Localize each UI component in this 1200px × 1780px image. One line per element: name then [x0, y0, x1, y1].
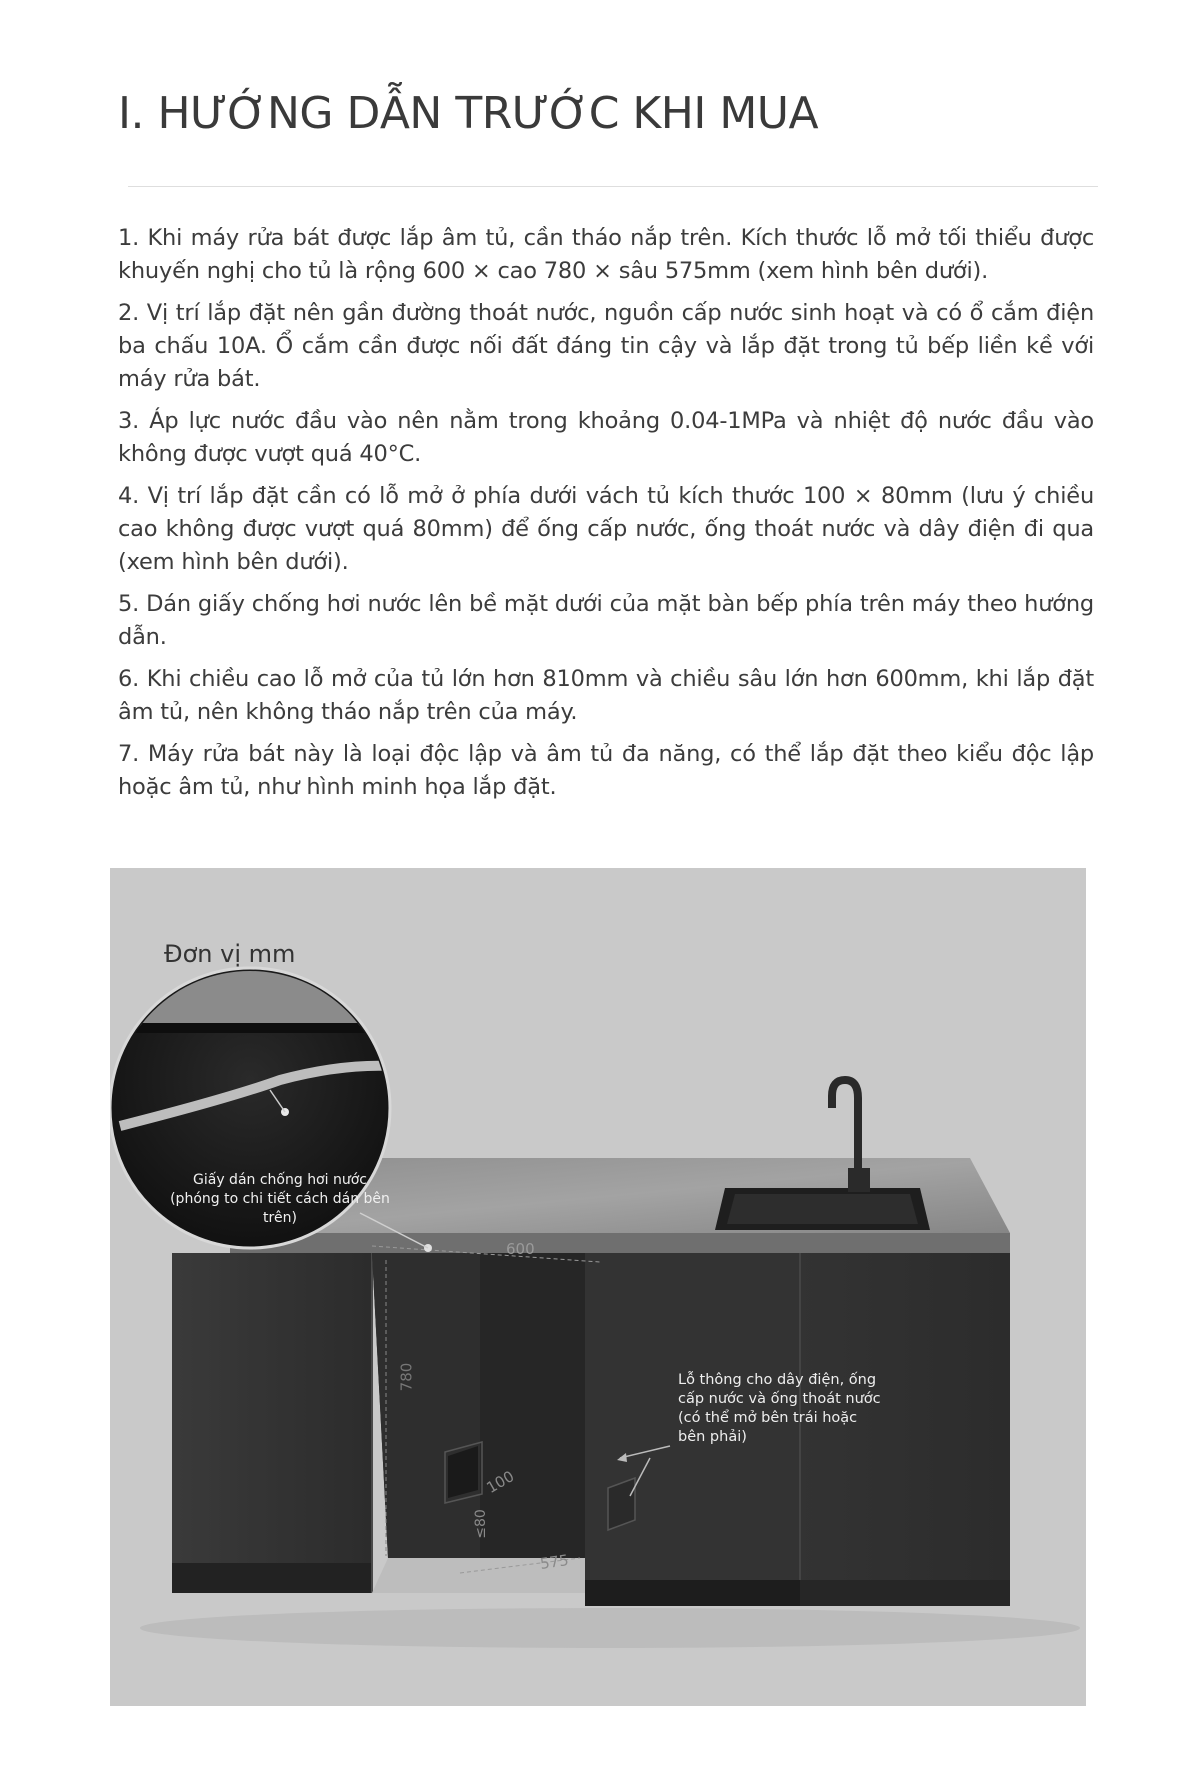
dimension-width: 600: [506, 1240, 535, 1258]
instruction-item: 3. Áp lực nước đầu vào nên nằm trong khoảng 0.04-1MPa và nhiệt độ nước đầu vào không được vượt quá 40°C.: [118, 408, 1094, 467]
instruction-item: 5. Dán giấy chống hơi nước lên bề mặt dưới của mặt bàn bếp phía trên máy theo hướng dẫn.: [118, 591, 1094, 650]
page-title: I. HƯỚNG DẪN TRƯỚC KHI MUA: [118, 88, 819, 139]
left-cabinet: [172, 1253, 372, 1563]
kitchen-cabinet-illustration: [110, 868, 1086, 1706]
unit-label: Đơn vị mm: [164, 940, 296, 968]
sink-basin: [727, 1194, 918, 1224]
right-service-hole: [608, 1478, 635, 1530]
instruction-item: 6. Khi chiều cao lỗ mở của tủ lớn hơn 810mm và chiều sâu lớn hơn 600mm, khi lắp đặt âm tủ, nên không tháo nắp trên của máy.: [118, 666, 1094, 725]
sticker-callout: Giấy dán chống hơi nước (phóng to chi tiết cách dán bên trên): [170, 1172, 390, 1226]
instruction-item: 4. Vị trí lắp đặt cần có lỗ mở ở phía dưới vách tủ kích thước 100 × 80mm (lưu ý chiều cao không được vượt quá 80mm) để ống cấp nước, ống thoát nước và dây điện đi qua (xem hình bên dưới).: [118, 483, 1094, 575]
installation-figure: [110, 868, 1086, 1706]
opening-floor: [372, 1558, 615, 1593]
zoom-countertop: [110, 968, 410, 1026]
left-cabinet-plinth: [172, 1563, 372, 1593]
right-cabinet-plinth: [585, 1580, 800, 1606]
dimension-height: 780: [397, 1362, 416, 1392]
instruction-list: [118, 222, 1094, 813]
hole-callout: Lỗ thông cho dây điện, ống cấp nước và ống thoát nước (có thể mở bên trái hoặc bên phải): [678, 1372, 881, 1445]
dimension-hole-height: ≤80: [472, 1509, 489, 1539]
instruction-item: 2. Vị trí lắp đặt nên gần đường thoát nước, nguồn cấp nước sinh hoạt và có ổ cắm điện ba chấu 10A. Ổ cắm cần được nối đất đáng tin cậy và lắp đặt trong tủ bếp liền kề với máy rửa bát.: [118, 300, 1094, 392]
dimension-hole-width: 100: [483, 1467, 518, 1497]
floor-shadow: [140, 1608, 1080, 1648]
countertop-edge: [230, 1233, 1010, 1253]
instruction-item: 1. Khi máy rửa bát được lắp âm tủ, cần tháo nắp trên. Kích thước lỗ mở tối thiểu được khuyến nghị cho tủ là rộng 600 × cao 780 × sâu 575mm (xem hình bên dưới).: [118, 225, 1094, 284]
faucet-base: [848, 1168, 870, 1192]
title-divider: [128, 186, 1098, 187]
dimension-depth: 575: [538, 1551, 570, 1573]
instruction-item: 7. Máy rửa bát này là loại độc lập và âm tủ đa năng, có thể lắp đặt theo kiểu độc lập hoặc âm tủ, như hình minh họa lắp đặt.: [118, 741, 1094, 800]
